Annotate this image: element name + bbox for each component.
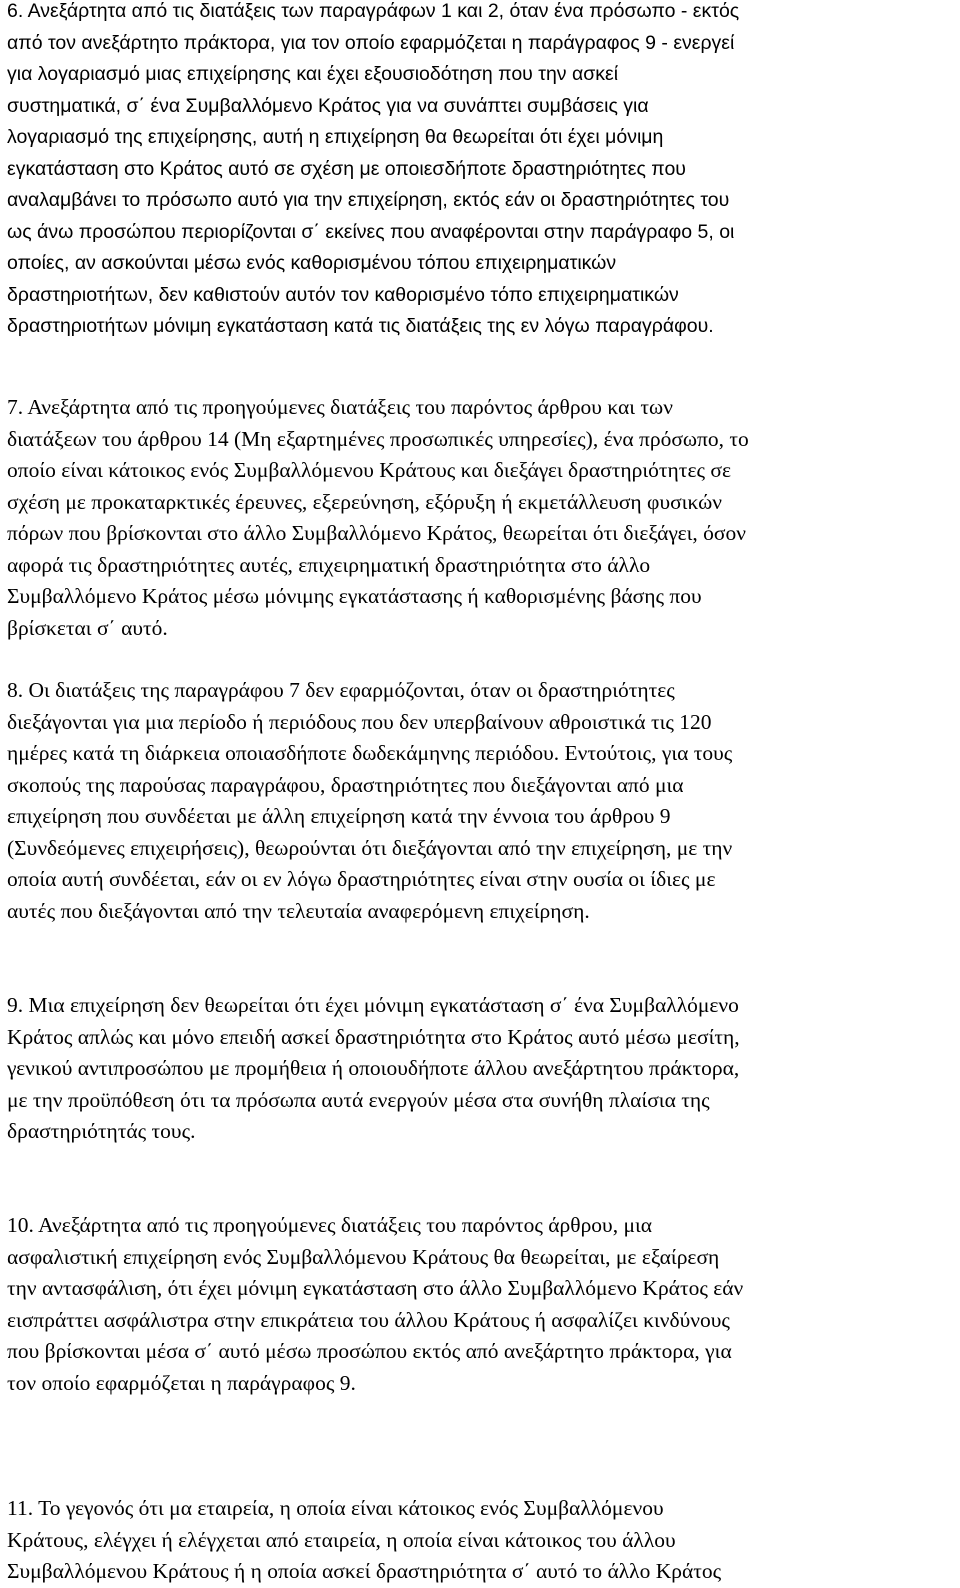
paragraph-line: 7. Ανεξάρτητα από τις προηγούμενες διατάξεις του παρόντος άρθρου και των: [7, 395, 673, 419]
paragraph-line: 9. Μια επιχείρηση δεν θεωρείται ότι έχει μόνιμη εγκατάσταση σ΄ ένα Συμβαλλόμενο: [7, 993, 739, 1017]
paragraph-line: με την προϋπόθεση ότι τα πρόσωπα αυτά ενεργούν μέσα στα συνήθη πλαίσια της: [7, 1087, 710, 1112]
paragraph-8: [7, 675, 955, 927]
paragraph-line: 6. Ανεξάρτητα από τις διατάξεις των παραγράφων 1 και 2, όταν ένα πρόσωπο - εκτός: [7, 0, 740, 22]
paragraph-line: επιχείρηση που συνδέεται με άλλη επιχείρηση κατά την έννοια του άρθρου 9: [7, 804, 671, 828]
paragraph-line: συστηματικά, σ΄ ένα Συμβαλλόμενο Κράτος για να συνάπτει συμβάσεις για: [7, 94, 649, 117]
paragraph-6: [7, 0, 955, 343]
paragraph-line: 8. Οι διατάξεις της παραγράφου 7 δεν εφαρμόζονται, όταν οι δραστηριότητες: [7, 678, 675, 702]
paragraph-line: Κράτος απλώς και μόνο επειδή ασκεί δραστηριότητα στο Κράτος αυτό μέσω μεσίτη,: [7, 1024, 740, 1049]
paragraph-line: που βρίσκονται μέσα σ΄ αυτό μέσω προσώπου εκτός από ανεξάρτητο πράκτορα, για: [7, 1339, 732, 1363]
paragraph-line: ασφαλιστική επιχείρηση ενός Συμβαλλόμενου Κράτους θα θεωρείται, με εξαίρεση: [7, 1244, 720, 1269]
paragraph-line: οποίο είναι κάτοικος ενός Συμβαλλόμενου Κράτους και διεξάγει δραστηριότητες σε: [7, 458, 731, 482]
paragraph-line: οποία αυτή συνδέεται, εάν οι εν λόγω δραστηριότητες είναι στην ουσία οι ίδιες με: [7, 867, 716, 891]
paragraph-line: σκοπούς της παρούσας παραγράφου, δραστηριότητες που διεξάγονται από μια: [7, 772, 684, 797]
paragraph-9: [7, 990, 955, 1148]
paragraph-line: την αντασφάλιση, ότι έχει μόνιμη εγκατάσταση στο άλλο Συμβαλλόμενο Κράτος εάν: [7, 1276, 744, 1300]
paragraph-line: 11. Το γεγονός ότι μα εταιρεία, η οποία είναι κάτοικος ενός Συμβαλλόμενου: [7, 1496, 664, 1520]
paragraph-7: [7, 392, 955, 644]
paragraph-line: 10. Ανεξάρτητα από τις προηγούμενες διατάξεις του παρόντος άρθρου, μια: [7, 1213, 653, 1237]
paragraph-line: γενικού αντιπροσώπου με προμήθεια ή οποιουδήποτε άλλου ανεξάρτητου πράκτορα,: [7, 1056, 740, 1080]
paragraph-line: (Συνδεόμενες επιχειρήσεις), θεωρούνται ότι διεξάγονται από την επιχείρηση, με την: [7, 835, 733, 860]
paragraph-line: διατάξεων του άρθρου 14 (Μη εξαρτημένες προσωπικές υπηρεσίες), ένα πρόσωπο, το: [7, 426, 749, 451]
paragraph-line: Συμβαλλόμενου Κράτους ή η οποία ασκεί δραστηριότητα σ΄ αυτό το άλλο Κράτος: [7, 1559, 722, 1583]
paragraph-line: αναλαμβάνει το πρόσωπο αυτό για την επιχείρηση, εκτός εάν οι δραστηριότητες του: [7, 189, 730, 211]
paragraph-line: βρίσκεται σ΄ αυτό.: [7, 615, 168, 640]
paragraph-line: οποίες, αν ασκούνται μέσω ενός καθορισμένου τόπου επιχειρηματικών: [7, 252, 617, 274]
paragraph-line: τον οποίο εφαρμόζεται η παράγραφος 9.: [7, 1370, 356, 1395]
paragraph-line: εγκατάσταση στο Κράτος αυτό σε σχέση με οποιεσδήποτε δραστηριότητες που: [7, 157, 686, 180]
paragraph-line: εισπράττει ασφάλιστρα στην επικράτεια του άλλου Κράτους ή ασφαλίζει κινδύνους: [7, 1307, 730, 1332]
paragraph-line: δραστηριότητάς τους.: [7, 1119, 196, 1143]
paragraph-line: Συμβαλλόμενο Κράτος μέσω μόνιμης εγκατάστασης ή καθορισμένης βάσης που: [7, 584, 702, 608]
paragraph-line: αυτές που διεξάγονται από την τελευταία αναφερόμενη επιχείρηση.: [7, 898, 590, 923]
paragraph-line: Κράτους, ελέγχει ή ελέγχεται από εταιρεία, η οποία είναι κάτοικος του άλλου: [7, 1527, 676, 1552]
paragraph-line: πόρων που βρίσκονται στο άλλο Συμβαλλόμενο Κράτος, θεωρείται ότι διεξάγει, όσον: [7, 521, 746, 545]
paragraph-line: αφορά τις δραστηριότητες αυτές, επιχειρηματική δραστηριότητα στο άλλο: [7, 552, 651, 577]
paragraph-line: διεξάγονται για μια περίοδο ή περιόδους που δεν υπερβαίνουν αθροιστικά τις 120: [7, 709, 712, 734]
paragraph-line: σχέση με προκαταρκτικές έρευνες, εξερεύνηση, εξόρυξη ή εκμετάλλευση φυσικών: [7, 489, 722, 514]
paragraph-line: ημέρες κατά τη διάρκεια οποιασδήποτε δωδεκάμηνης περιόδου. Εντούτοις, για τους: [7, 741, 733, 765]
paragraph-line: από τον ανεξάρτητο πράκτορα, για τον οποίο εφαρμόζεται η παράγραφος 9 - ενεργεί: [7, 31, 735, 54]
paragraph-line: για λογαριασμό μιας επιχείρησης και έχει εξουσιοδότηση που την ασκεί: [7, 63, 619, 85]
paragraph-line: δραστηριοτήτων μόνιμη εγκατάσταση κατά τις διατάξεις της εν λόγω παραγράφου.: [7, 315, 714, 337]
paragraph-line: ως άνω προσώπου περιορίζονται σ΄ εκείνες που αναφέρονται στην παράγραφο 5, οι: [7, 220, 735, 243]
paragraph-10: [7, 1210, 955, 1399]
paragraph-line: δραστηριοτήτων, δεν καθιστούν αυτόν τον καθορισμένο τόπο επιχειρηματικών: [7, 283, 679, 306]
paragraph-line: λογαριασμό της επιχείρησης, αυτή η επιχείρηση θα θεωρείται ότι έχει μόνιμη: [7, 126, 664, 148]
paragraph-11: [7, 1493, 955, 1588]
